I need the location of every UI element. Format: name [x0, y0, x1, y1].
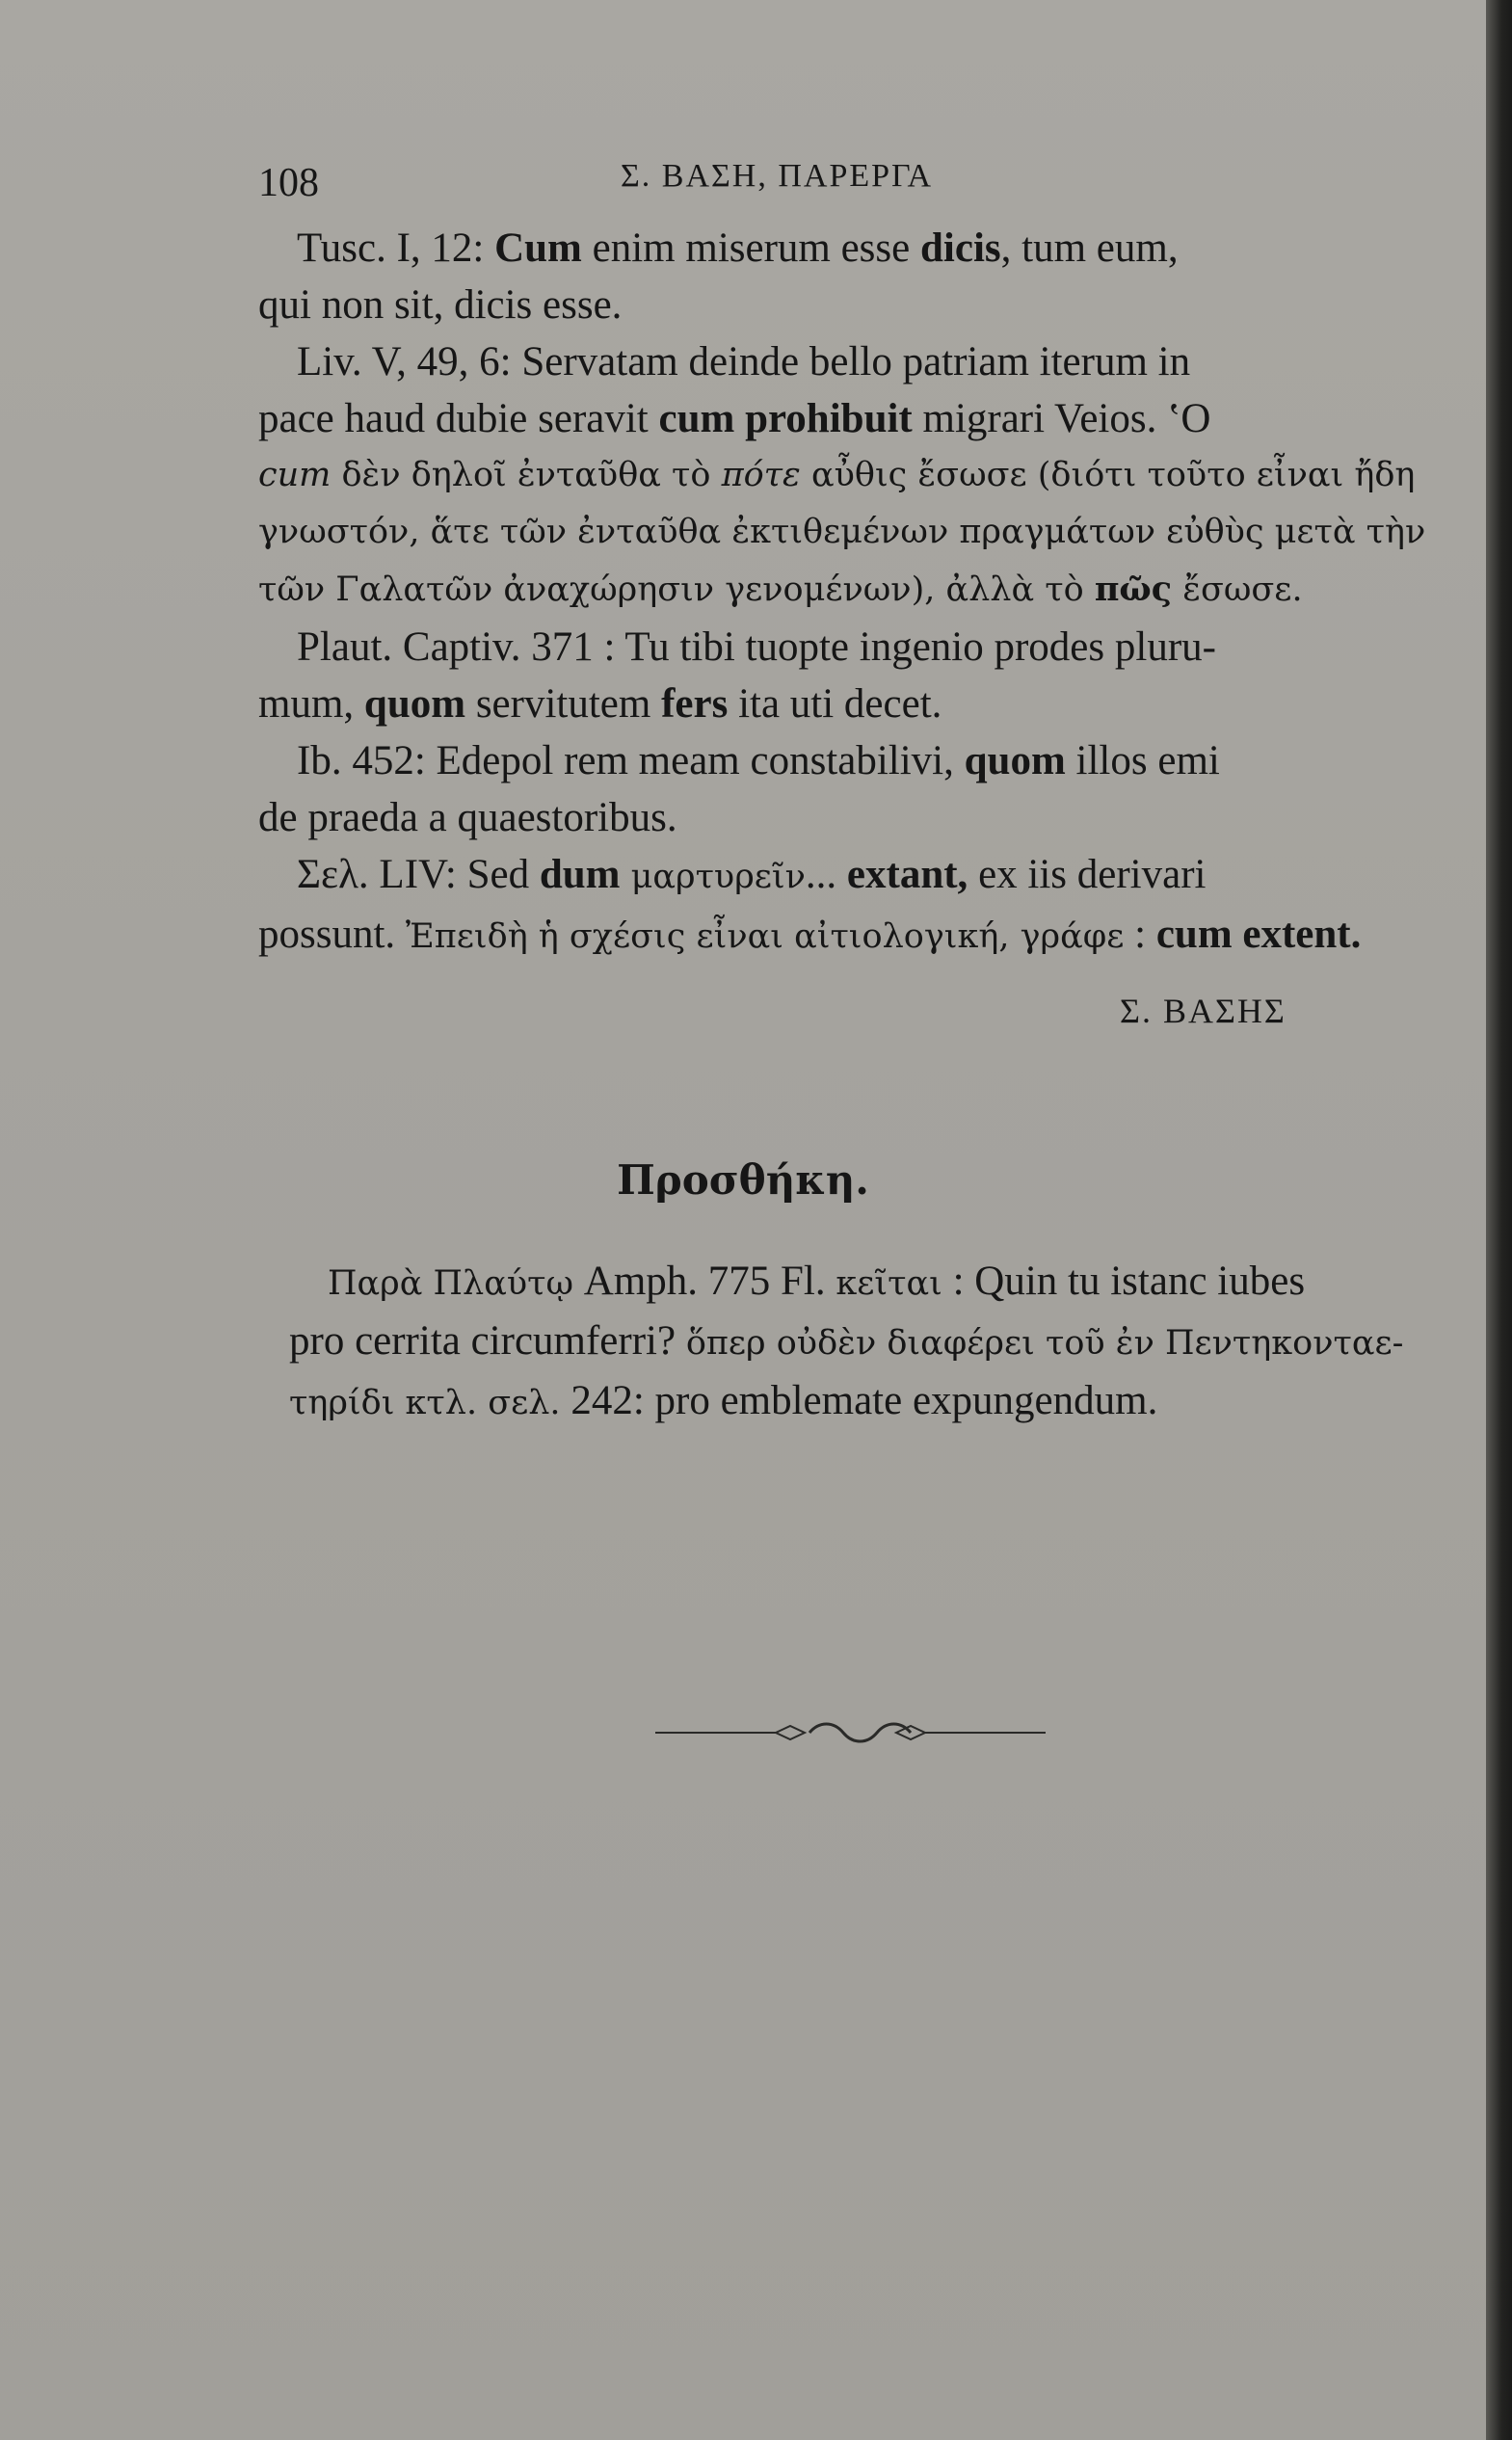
italic-word: cum: [258, 456, 332, 494]
text-line: [289, 1253, 1417, 1313]
author-signature: Σ. ΒΑΣΗΣ: [1120, 992, 1287, 1030]
greek-line: γνωστόν, ἅτε τῶν ἐνταῦθα ἐκτιθεμένων πραγμάτων εὐθὺς μετὰ τὴν: [258, 513, 1426, 551]
bold-word: πῶς: [1094, 570, 1173, 609]
text-run: pro cerrita circumferri?: [289, 1318, 686, 1364]
bold-word: dicis: [920, 225, 1001, 271]
text-line: [258, 390, 1395, 447]
text-run: ex iis derivari: [968, 852, 1207, 897]
page-number: 108: [258, 161, 319, 205]
text-run: αὖθις ἔσωσε (διότι τοῦτο εἶναι ἤδη: [800, 456, 1416, 494]
bold-word: Cum: [494, 225, 582, 271]
text-line: [258, 732, 1395, 789]
text-run: τῶν Γαλατῶν ἀναχώρησιν γενομένων), ἀλλὰ τὸ: [258, 570, 1095, 609]
running-title: Σ. ΒΑΣΗ, ΠΑΡΕΡΓΑ: [621, 158, 934, 194]
text-run: δὲν δηλοῖ ἐνταῦθα τὸ: [331, 456, 722, 494]
text-line: Liv. V, 49, 6: Servatam deinde bello patriam iterum in: [297, 339, 1191, 385]
greek-line: [258, 447, 1416, 504]
page-header: [258, 154, 1395, 212]
text-line: qui non sit, dicis esse.: [258, 282, 623, 328]
text-run: Tusc. I, 12:: [297, 225, 495, 271]
text-line: [258, 676, 1395, 732]
page-edge-shadow: [1486, 0, 1512, 2440]
bold-word: cum extent.: [1155, 912, 1362, 957]
text-run: , tum eum,: [1000, 225, 1179, 271]
decorative-rule-ornament: [655, 1721, 1046, 1744]
text-run: :: [1124, 912, 1156, 957]
text-line: [258, 906, 1395, 966]
text-run: ita uti decet.: [728, 681, 942, 727]
bold-word: extant,: [846, 852, 968, 897]
greek-run: Ἐπειδὴ ἡ σχέσις εἶναι αἰτιολογική, γράφε: [405, 917, 1125, 956]
greek-run: ὅπερ οὐδὲν διαφέρει τοῦ ἐν Πεντηκονταε-: [685, 1324, 1404, 1363]
text-run: illos emi: [1065, 738, 1220, 783]
text-run: : Quin tu istanc iubes: [942, 1259, 1306, 1304]
addendum-text: [289, 1253, 1417, 1432]
text-line: [258, 220, 1395, 277]
text-line: Plaut. Captiv. 371 : Tu tibi tuopte ingenio prodes pluru-: [297, 624, 1216, 670]
main-text: [258, 220, 1426, 966]
greek-run: τηρίδι κτλ. σελ.: [289, 1384, 561, 1422]
text-run: Amph. 775 Fl.: [573, 1259, 836, 1304]
bold-word: quom: [363, 681, 466, 727]
text-run: mum,: [258, 681, 364, 727]
bold-word: quom: [964, 738, 1066, 783]
addendum-heading: Προσθήκη.: [617, 1156, 869, 1204]
greek-run: Παρὰ Πλαύτῳ: [328, 1264, 574, 1303]
text-line: [258, 846, 1395, 906]
bold-word: cum prohibuit: [658, 396, 913, 441]
text-run: enim miserum esse: [581, 225, 920, 271]
ornament-diamond-left: [776, 1726, 805, 1739]
text-run: pace haud dubie seravit: [258, 396, 659, 441]
text-line: [289, 1372, 1417, 1432]
italic-word: πότε: [721, 456, 801, 494]
text-run: migrari Veios. ʽΟ: [912, 396, 1211, 441]
text-run: possunt.: [258, 912, 406, 957]
bold-word: dum: [539, 852, 621, 897]
bold-word: fers: [661, 681, 729, 727]
text-line: de praeda a quaestoribus.: [258, 795, 677, 840]
text-line: [289, 1313, 1417, 1372]
text-run: 242: pro emblemate expungendum.: [560, 1378, 1158, 1423]
greek-word: μαρτυρεῖν: [620, 858, 806, 896]
greek-word: κεῖται: [836, 1264, 942, 1303]
text-run: ἔσωσε.: [1172, 570, 1303, 609]
text-run: servitutem: [465, 681, 662, 727]
text-run: ...: [805, 852, 847, 897]
paragraph: [258, 220, 1426, 966]
paragraph: [289, 1253, 1417, 1432]
text-run: Ib. 452: Edepol rem meam constabilivi,: [297, 738, 965, 783]
greek-line: [258, 561, 1395, 619]
text-run: Σελ. LIV: Sed: [297, 852, 540, 897]
